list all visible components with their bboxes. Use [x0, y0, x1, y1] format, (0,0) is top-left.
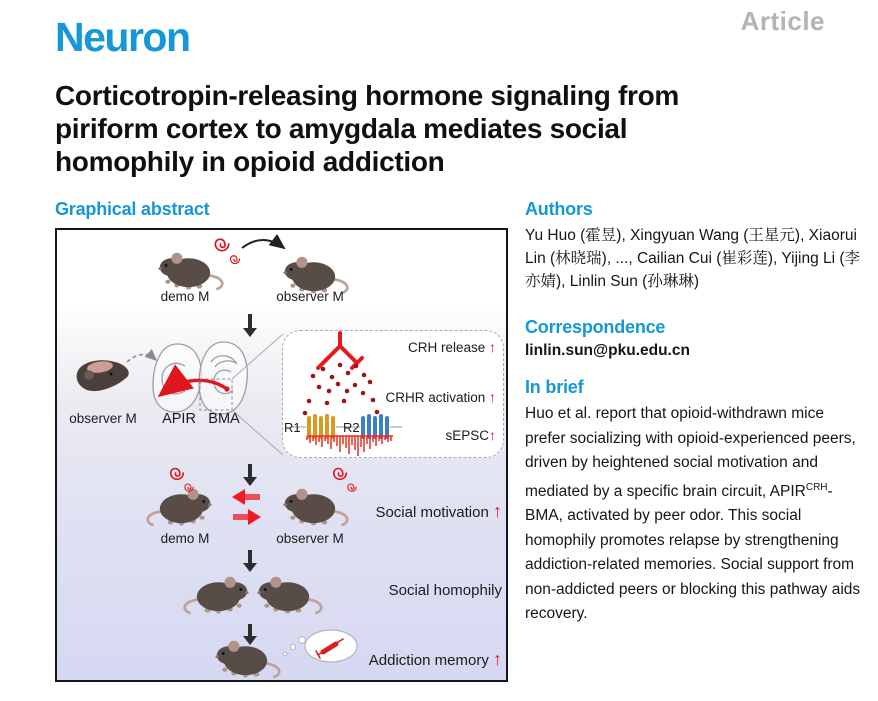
observer-head: [77, 360, 129, 391]
up-arrow-icon: ↑: [493, 501, 502, 521]
title-line-3: homophily in opioid addiction: [55, 146, 445, 177]
flow-arrow-down: [243, 624, 257, 645]
in-brief-superscript: CRH: [805, 481, 828, 493]
thought-bubble: [283, 630, 357, 662]
odor-swirl-icon: [230, 256, 239, 264]
up-arrow-icon: ↑: [489, 389, 496, 405]
odor-swirl-icon: [348, 484, 356, 491]
odor-swirl-icon: [185, 484, 193, 491]
up-arrow-icon: ↑: [489, 427, 496, 443]
label-r2: R2: [343, 420, 360, 435]
in-brief-text-2: -BMA, activated by peer odor. This social homophily promotes relapse by strengthening addiction-related memories. Social support from non-addicted peers or blocking this pathway aids recovery.: [525, 482, 861, 623]
label-r1: R1: [284, 420, 301, 435]
label-observer-m-circuit: observer M: [69, 411, 137, 426]
crhr-activation-text: CRHR activation: [385, 390, 486, 405]
brain-slice-apir: [153, 344, 201, 412]
approach-arrows: [232, 489, 261, 525]
authors-heading: Authors: [525, 199, 593, 219]
demo-mouse-mid: [148, 489, 212, 526]
label-observer-m-mid: observer M: [276, 531, 344, 546]
correspondence-email[interactable]: linlin.sun@pku.edu.cn: [525, 342, 690, 359]
in-brief-paragraph: [525, 402, 862, 627]
up-arrow-icon: ↑: [493, 649, 502, 669]
paper-title: [55, 79, 815, 178]
flow-arrow-down: [243, 314, 257, 337]
sniff-arrow: [242, 240, 284, 248]
odor-swirl-icon: [215, 239, 228, 250]
memory-mouse: [215, 641, 279, 678]
correspondence-heading: Correspondence: [525, 317, 666, 337]
label-crh-release: [384, 339, 496, 355]
odor-swirl-icon: [171, 469, 184, 480]
label-social-motivation: [357, 501, 502, 522]
label-bma: BMA: [208, 411, 240, 427]
up-arrow-icon: ↑: [489, 339, 496, 355]
crh-release-text: CRH release: [407, 340, 486, 355]
homophily-mouse-left: [185, 577, 249, 614]
label-social-homophily: Social homophily: [388, 582, 502, 599]
observer-mouse-mid: [283, 489, 347, 526]
graphical-abstract-heading: Graphical abstract: [55, 199, 210, 219]
article-type-label: Article: [740, 6, 825, 36]
label-addiction-memory: [347, 649, 502, 670]
odor-swirl-icon: [334, 469, 347, 480]
label-demo-m-mid: demo M: [160, 531, 210, 546]
head-to-brain-arrow: [127, 354, 156, 362]
flow-arrow-down: [243, 550, 257, 572]
label-apir: APIR: [162, 411, 196, 427]
observer-mouse-top: [283, 257, 347, 294]
demo-mouse-top: [158, 253, 222, 290]
sepsc-trace: [307, 436, 393, 456]
title-line-1: Corticotropin-releasing hormone signaling from: [55, 80, 680, 111]
graphical-abstract-figure: [55, 228, 508, 682]
journal-logo: Neuron: [55, 14, 190, 60]
authors-list: Yu Huo (霍昱), Xingyuan Wang (王星元), Xiaorui Lin (林晓瑞), ..., Cailian Cui (崔彩莲), Yijing Li (李亦婧), Linlin Sun (孙琳琳): [525, 227, 861, 290]
label-sepsc: [392, 427, 496, 443]
in-brief-text-1: Huo et al. report that opioid-withdrawn mice prefer socializing with opioid-experienced peers, driven by heightened social motivation and mediated by a specific brain circuit, APIR: [525, 405, 856, 500]
in-brief-heading: In brief: [525, 377, 584, 397]
social-motivation-text: Social motivation: [375, 504, 489, 521]
sepsc-text: sEPSC: [445, 428, 489, 443]
label-demo-m-top: demo M: [160, 289, 210, 304]
flow-arrow-down: [243, 464, 257, 486]
title-line-2: piriform cortex to amygdala mediates social: [55, 113, 628, 144]
addiction-memory-text: Addiction memory: [368, 652, 489, 669]
brain-slice-bma: [199, 342, 247, 414]
label-crhr-activation: [362, 389, 496, 405]
homophily-mouse-right: [257, 577, 321, 614]
label-observer-m-top: observer M: [276, 289, 344, 304]
